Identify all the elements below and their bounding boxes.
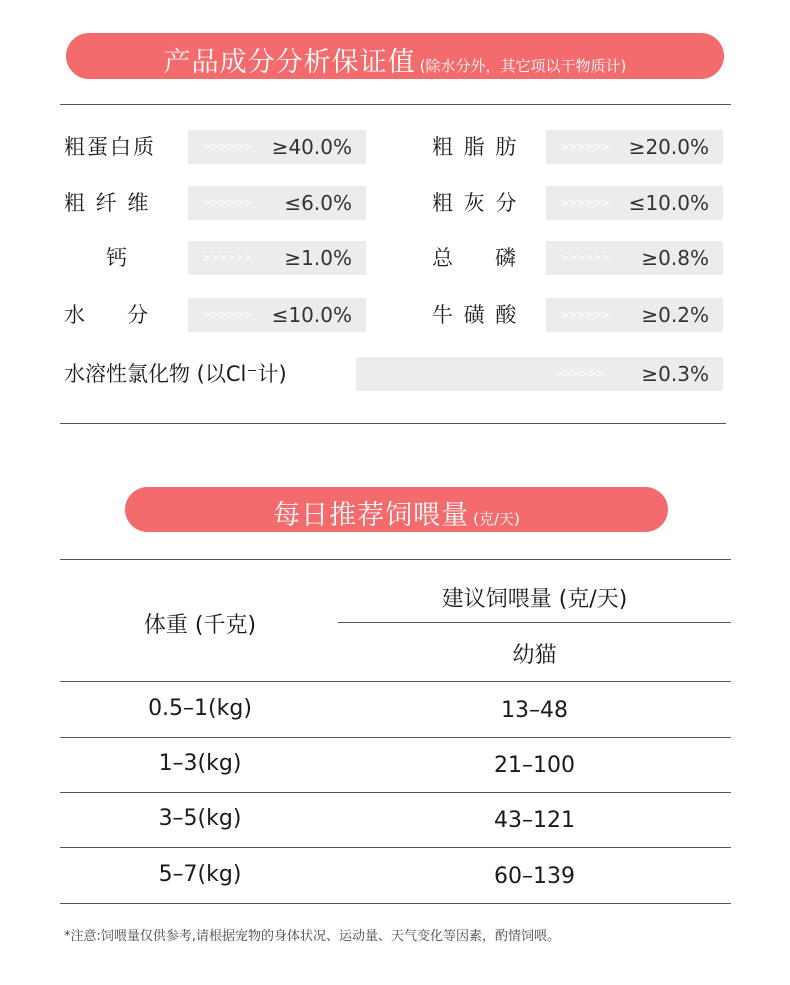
header-sub-divider: [338, 622, 731, 623]
nutrient-label: 水溶性氯化物 (以Cl⁻计): [64, 362, 287, 386]
nutrient-label: 粗 脂 肪: [432, 135, 519, 159]
nutrient-value-bar: [356, 357, 723, 391]
nutrient-label: 总 磷: [432, 246, 516, 270]
nutrient-value-bar: [546, 241, 723, 275]
header-bottom-border: [60, 681, 731, 682]
header-kitten: 幼猫: [512, 643, 557, 668]
arrows-decoration: >>>>>>: [560, 251, 610, 264]
arrows-decoration: >>>>>>: [202, 251, 252, 264]
arrows-decoration: >>>>>>: [202, 196, 252, 209]
nutrient-value-bar: [546, 298, 723, 332]
arrows-decoration: >>>>>>: [202, 308, 252, 321]
analysis-title-banner: [66, 33, 724, 79]
table-row-amount: 60–139: [494, 864, 575, 889]
nutrient-value-bar: [546, 130, 723, 164]
nutrient-value: ≥1.0%: [284, 246, 352, 270]
nutrient-value: ≥20.0%: [628, 135, 709, 159]
nutrient-value: ≥0.8%: [641, 246, 709, 270]
nutrient-item: [0, 241, 790, 275]
header-weight: 体重 (千克): [143, 613, 257, 638]
nutrient-value: ≤10.0%: [628, 191, 709, 215]
nutrient-item-wide: [0, 357, 790, 391]
arrows-decoration: >>>>>>: [560, 140, 610, 153]
feeding-title: 每日推荐饲喂量: [273, 500, 470, 531]
nutrient-item: [0, 130, 790, 164]
feeding-note: *注意:饲喂量仅供参考,请根据宠物的身体状况、运动量、天气变化等因素，酌情饲喂。: [64, 929, 561, 944]
analysis-subtitle: (除水分外，其它项以干物质计): [419, 57, 627, 75]
row-divider: [60, 847, 731, 848]
analysis-bottom-divider: [60, 423, 726, 424]
arrows-decoration: >>>>>>: [554, 367, 604, 380]
nutrient-value: ≤10.0%: [271, 303, 352, 327]
nutrient-value-bar: [546, 186, 723, 220]
nutrient-label: 牛 磺 酸: [432, 303, 519, 327]
table-row-amount: 21–100: [494, 753, 575, 778]
feeding-subtitle: (克/天): [473, 510, 520, 528]
arrows-decoration: >>>>>>: [560, 196, 610, 209]
nutrient-value-bar: [188, 186, 366, 220]
table-row-amount: 43–121: [494, 808, 575, 833]
nutrient-value: ≥40.0%: [271, 135, 352, 159]
nutrient-label: 钙: [106, 246, 127, 270]
table-bottom-border: [60, 903, 731, 904]
arrows-decoration: >>>>>>: [560, 308, 610, 321]
nutrient-value-bar: [188, 241, 366, 275]
nutrient-label: 粗 灰 分: [432, 191, 519, 215]
analysis-title: 产品成分分析保证值: [163, 47, 416, 78]
nutrient-label: 水 分: [64, 303, 148, 327]
row-divider: [60, 737, 731, 738]
header-amount: 建议饲喂量 (克/天): [441, 587, 628, 612]
analysis-top-divider: [60, 104, 731, 105]
nutrient-value: ≥0.3%: [641, 362, 709, 386]
nutrient-value-bar: [188, 298, 366, 332]
nutrient-item: [0, 298, 790, 332]
table-row-weight: 5–7(kg): [158, 862, 242, 887]
table-row-weight: 0.5–1(kg): [148, 696, 252, 721]
nutrient-item: [0, 186, 790, 220]
nutrient-label: 粗 纤 维: [64, 191, 151, 215]
row-divider: [60, 792, 731, 793]
table-row-weight: 1–3(kg): [158, 751, 242, 776]
nutrient-value: ≥0.2%: [641, 303, 709, 327]
feeding-title-banner: [125, 487, 668, 532]
arrows-decoration: >>>>>>: [202, 140, 252, 153]
table-row-weight: 3–5(kg): [158, 806, 242, 831]
nutrient-value-bar: [188, 130, 366, 164]
table-row-amount: 13–48: [501, 698, 568, 723]
nutrient-value: ≤6.0%: [284, 191, 352, 215]
nutrient-label: 粗蛋白质: [64, 135, 156, 159]
table-top-border: [60, 559, 731, 560]
